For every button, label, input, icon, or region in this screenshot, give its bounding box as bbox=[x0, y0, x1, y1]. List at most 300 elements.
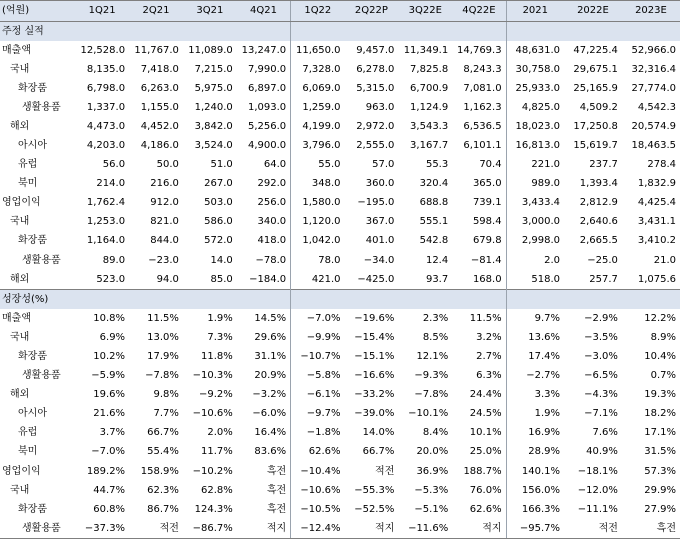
table-cell: 30,758.0 bbox=[506, 60, 564, 79]
table-cell: 6.3% bbox=[476, 370, 502, 382]
table-cell: −184.0 bbox=[249, 273, 287, 285]
table-cell: 56.0 bbox=[102, 159, 126, 171]
table-cell: 28.9% bbox=[506, 443, 564, 462]
table-cell: 1,240.0 bbox=[194, 101, 233, 113]
table-cell: 60.8% bbox=[93, 503, 126, 515]
table-cell: 4,825.0 bbox=[506, 98, 564, 117]
table-cell: −10.5% bbox=[291, 500, 345, 519]
row-label: 화장품 bbox=[18, 503, 47, 515]
row-label: 북미 bbox=[18, 446, 38, 458]
column-header: 2022E bbox=[564, 1, 622, 22]
table-cell: 365.0 bbox=[472, 178, 502, 190]
table-cell: 216.0 bbox=[150, 178, 179, 190]
table-cell: 518.0 bbox=[506, 270, 564, 290]
table-cell: 13,247.0 bbox=[241, 44, 287, 56]
table-cell: 62.8% bbox=[201, 484, 233, 496]
section-filler-cell bbox=[345, 290, 399, 310]
table-cell: 40.9% bbox=[586, 446, 618, 458]
table-row bbox=[0, 443, 680, 462]
table-cell: 44.7% bbox=[93, 484, 126, 496]
table-cell: 16.4% bbox=[254, 427, 287, 439]
table-cell: 13.0% bbox=[147, 331, 179, 343]
row-label: 유럽 bbox=[18, 427, 38, 439]
table-cell: 47,225.4 bbox=[573, 44, 618, 56]
section-filler-cell bbox=[398, 22, 452, 42]
table-header-row bbox=[0, 1, 680, 22]
table-cell: 1,253.0 bbox=[86, 216, 126, 228]
table-cell: 14.0% bbox=[362, 427, 395, 439]
table-cell: 586.0 bbox=[204, 216, 233, 228]
table-cell: 418.0 bbox=[257, 235, 287, 247]
table-cell: 12,528.0 bbox=[80, 44, 126, 56]
table-cell: −3.0% bbox=[584, 350, 618, 362]
section-filler-cell bbox=[237, 290, 291, 310]
column-header: 2021 bbox=[506, 1, 564, 22]
table-cell: 11,650.0 bbox=[291, 41, 345, 60]
table-cell: 14.5% bbox=[254, 312, 287, 324]
table-row bbox=[0, 347, 680, 366]
table-cell: −33.2% bbox=[354, 389, 395, 401]
table-cell: 18,023.0 bbox=[506, 117, 564, 136]
table-cell: 20.9% bbox=[254, 370, 287, 382]
table-cell: 3.3% bbox=[506, 386, 564, 405]
column-header: 2Q21 bbox=[129, 1, 183, 22]
table-cell: 679.8 bbox=[472, 235, 502, 247]
table-cell: −10.7% bbox=[291, 347, 345, 366]
table-cell: −15.1% bbox=[354, 350, 395, 362]
table-cell: 36.9% bbox=[416, 465, 449, 477]
table-row bbox=[0, 519, 680, 539]
table-cell: 6,069.0 bbox=[291, 79, 345, 98]
table-cell: 166.3% bbox=[506, 500, 564, 519]
table-cell: 4,199.0 bbox=[291, 117, 345, 136]
table-cell: 18,463.5 bbox=[631, 140, 676, 152]
table-cell: 19.6% bbox=[93, 389, 126, 401]
table-cell: −6.5% bbox=[584, 370, 618, 382]
table-cell: 89.0 bbox=[102, 254, 126, 266]
table-cell: 168.0 bbox=[472, 273, 502, 285]
section-filler-cell bbox=[564, 290, 622, 310]
table-cell: 13.6% bbox=[506, 328, 564, 347]
row-label: 화장품 bbox=[18, 350, 47, 362]
table-cell: 4,900.0 bbox=[247, 140, 287, 152]
table-cell: 124.3% bbox=[194, 503, 233, 515]
table-cell: 542.8 bbox=[419, 235, 449, 247]
unit-label: (억원) bbox=[0, 1, 75, 22]
row-label: 국내 bbox=[10, 216, 30, 228]
table-cell: 3,433.4 bbox=[506, 194, 564, 213]
table-cell: 7.7% bbox=[153, 408, 179, 420]
table-cell: 4,509.2 bbox=[579, 101, 618, 113]
table-cell: 9,457.0 bbox=[356, 44, 395, 56]
table-cell: 11,089.0 bbox=[188, 44, 233, 56]
table-cell: 24.4% bbox=[469, 389, 502, 401]
table-cell: −9.2% bbox=[198, 389, 233, 401]
column-header: 4Q22E bbox=[452, 1, 506, 22]
table-row bbox=[0, 328, 680, 347]
table-cell: 4,203.0 bbox=[86, 140, 126, 152]
table-row bbox=[0, 213, 680, 232]
table-cell: 5,315.0 bbox=[356, 82, 395, 94]
table-cell: 85.0 bbox=[210, 273, 233, 285]
table-cell: 6.9% bbox=[99, 331, 126, 343]
table-cell: −2.7% bbox=[506, 367, 564, 386]
table-cell: 278.4 bbox=[647, 159, 676, 171]
table-cell: −195.0 bbox=[357, 197, 395, 209]
table-cell: 7,990.0 bbox=[247, 63, 287, 75]
table-cell: 52,966.0 bbox=[631, 44, 676, 56]
table-cell: 적전 bbox=[375, 465, 395, 477]
table-cell: −1.8% bbox=[291, 424, 345, 443]
table-cell: 4,186.0 bbox=[140, 140, 179, 152]
table-cell: 9.8% bbox=[153, 389, 179, 401]
row-label: 화장품 bbox=[18, 235, 47, 247]
table-cell: 0.7% bbox=[650, 370, 676, 382]
table-row bbox=[0, 462, 680, 481]
table-cell: −10.6% bbox=[192, 408, 233, 420]
table-cell: 598.4 bbox=[472, 216, 502, 228]
row-label: 영업이익 bbox=[2, 465, 41, 477]
table-cell: −5.3% bbox=[414, 484, 449, 496]
column-header: 2023E bbox=[622, 1, 680, 22]
section-filler-cell bbox=[398, 290, 452, 310]
table-cell: 55.0 bbox=[291, 156, 345, 175]
table-cell: −4.3% bbox=[584, 389, 618, 401]
table-cell: 2,555.0 bbox=[356, 140, 395, 152]
table-cell: −5.9% bbox=[91, 370, 126, 382]
table-cell: 2,665.5 bbox=[579, 235, 618, 247]
table-cell: 27,774.0 bbox=[631, 82, 676, 94]
table-cell: 78.0 bbox=[291, 251, 345, 270]
table-cell: 24.5% bbox=[469, 408, 502, 420]
table-cell: 3,000.0 bbox=[506, 213, 564, 232]
table-cell: 57.0 bbox=[372, 159, 395, 171]
section-filler-cell bbox=[506, 290, 564, 310]
row-label: 생활용품 bbox=[22, 254, 61, 266]
column-header: 2Q22P bbox=[345, 1, 399, 22]
table-cell: 11.5% bbox=[147, 312, 179, 324]
table-cell: 적지 bbox=[345, 519, 399, 539]
table-cell: 6,278.0 bbox=[356, 63, 395, 75]
table-cell: 1.9% bbox=[207, 312, 233, 324]
table-cell: 16,813.0 bbox=[506, 136, 564, 155]
section-filler-cell bbox=[345, 22, 399, 42]
table-cell: 25.0% bbox=[469, 446, 502, 458]
table-cell: 3.2% bbox=[476, 331, 502, 343]
row-label: 매출액 bbox=[2, 44, 31, 56]
table-cell: 11.8% bbox=[201, 350, 233, 362]
table-cell: 12.1% bbox=[416, 350, 449, 362]
section-header-row bbox=[0, 290, 680, 310]
table-cell: −19.6% bbox=[354, 312, 395, 324]
table-row bbox=[0, 175, 680, 194]
table-cell: 844.0 bbox=[150, 235, 179, 247]
table-cell: 흑전 bbox=[266, 484, 287, 496]
table-cell: 1,120.0 bbox=[291, 213, 345, 232]
table-cell: 360.0 bbox=[365, 178, 395, 190]
section-filler-cell bbox=[237, 22, 291, 42]
table-cell: −10.3% bbox=[192, 370, 233, 382]
table-cell: −34.0 bbox=[363, 254, 395, 266]
table-cell: 25,165.9 bbox=[573, 82, 618, 94]
table-cell: 421.0 bbox=[291, 270, 345, 290]
table-cell: 221.0 bbox=[506, 156, 564, 175]
table-cell: 1,093.0 bbox=[247, 101, 287, 113]
table-cell: 4,452.0 bbox=[140, 120, 179, 132]
table-cell: 1,580.0 bbox=[291, 194, 345, 213]
table-cell: 12.4 bbox=[425, 254, 449, 266]
table-cell: 1,164.0 bbox=[86, 235, 126, 247]
table-cell: −6.1% bbox=[291, 386, 345, 405]
table-cell: −25.0 bbox=[587, 254, 618, 266]
table-cell: 2.0 bbox=[506, 251, 564, 270]
table-row bbox=[0, 367, 680, 386]
table-cell: 83.6% bbox=[254, 446, 287, 458]
table-cell: 12.2% bbox=[644, 312, 676, 324]
table-row bbox=[0, 98, 680, 117]
table-cell: 적전 bbox=[129, 519, 183, 539]
table-cell: −10.2% bbox=[192, 465, 233, 477]
table-cell: 963.0 bbox=[365, 101, 395, 113]
section-title: 성장성(%) bbox=[0, 290, 75, 310]
table-cell: 적지 bbox=[237, 519, 291, 539]
table-cell: 17.9% bbox=[147, 350, 179, 362]
table-cell: 1.9% bbox=[506, 405, 564, 424]
table-cell: 8,135.0 bbox=[86, 63, 126, 75]
table-cell: 7.6% bbox=[592, 427, 618, 439]
table-cell: −5.8% bbox=[291, 367, 345, 386]
table-cell: 11,767.0 bbox=[134, 44, 179, 56]
table-cell: −9.3% bbox=[414, 370, 449, 382]
table-cell: 2,972.0 bbox=[356, 120, 395, 132]
table-cell: −10.6% bbox=[291, 481, 345, 500]
section-filler-cell bbox=[506, 22, 564, 42]
table-cell: 2.0% bbox=[207, 427, 233, 439]
table-row bbox=[0, 156, 680, 175]
table-cell: 2,998.0 bbox=[506, 232, 564, 251]
table-cell: 32,316.4 bbox=[631, 63, 676, 75]
section-filler-cell bbox=[183, 290, 237, 310]
table-row bbox=[0, 424, 680, 443]
table-cell: 912.0 bbox=[150, 197, 179, 209]
table-cell: 4,473.0 bbox=[86, 120, 126, 132]
table-cell: 821.0 bbox=[150, 216, 179, 228]
table-cell: 2.3% bbox=[422, 312, 449, 324]
table-cell: 1,042.0 bbox=[291, 232, 345, 251]
row-label: 국내 bbox=[10, 331, 30, 343]
table-row bbox=[0, 232, 680, 251]
table-cell: 401.0 bbox=[365, 235, 395, 247]
table-cell: 55.3 bbox=[425, 159, 449, 171]
table-cell: 64.0 bbox=[263, 159, 287, 171]
row-label: 해외 bbox=[10, 389, 30, 401]
table-row bbox=[0, 481, 680, 500]
table-cell: 688.8 bbox=[419, 197, 449, 209]
table-row bbox=[0, 270, 680, 290]
table-cell: −3.5% bbox=[584, 331, 618, 343]
table-cell: 2,640.6 bbox=[579, 216, 618, 228]
table-cell: 15,619.7 bbox=[573, 140, 618, 152]
table-cell: 9.7% bbox=[506, 309, 564, 328]
table-cell: −10.1% bbox=[408, 408, 449, 420]
table-cell: −2.9% bbox=[584, 312, 618, 324]
table-cell: 흑전 bbox=[622, 519, 680, 539]
table-cell: 25,933.0 bbox=[506, 79, 564, 98]
table-cell: −10.4% bbox=[291, 462, 345, 481]
table-cell: 10.8% bbox=[93, 312, 126, 324]
table-cell: 1,762.4 bbox=[86, 197, 126, 209]
table-cell: 6,263.0 bbox=[140, 82, 179, 94]
table-cell: 62.6% bbox=[291, 443, 345, 462]
section-title: 주정 실적 bbox=[0, 22, 75, 42]
table-cell: 8.5% bbox=[422, 331, 449, 343]
table-cell: 5,975.0 bbox=[194, 82, 233, 94]
table-cell: 292.0 bbox=[257, 178, 287, 190]
table-cell: 17.1% bbox=[644, 427, 676, 439]
section-filler-cell bbox=[129, 290, 183, 310]
table-cell: 11.7% bbox=[201, 446, 233, 458]
table-cell: 6,101.1 bbox=[463, 140, 502, 152]
table-row bbox=[0, 309, 680, 328]
table-cell: 29.9% bbox=[644, 484, 676, 496]
table-cell: 10.4% bbox=[644, 350, 676, 362]
table-cell: 503.0 bbox=[204, 197, 233, 209]
table-cell: 3,410.2 bbox=[637, 235, 676, 247]
table-cell: 1,832.9 bbox=[637, 178, 676, 190]
table-cell: 3,842.0 bbox=[194, 120, 233, 132]
table-row bbox=[0, 386, 680, 405]
table-row bbox=[0, 500, 680, 519]
table-cell: 14.0 bbox=[210, 254, 233, 266]
row-label: 영업이익 bbox=[2, 197, 41, 209]
table-cell: 1,075.6 bbox=[637, 273, 676, 285]
table-cell: 11.5% bbox=[469, 312, 502, 324]
table-cell: −55.3% bbox=[354, 484, 395, 496]
table-cell: 50.0 bbox=[156, 159, 179, 171]
table-cell: 86.7% bbox=[147, 503, 179, 515]
table-cell: 256.0 bbox=[257, 197, 287, 209]
table-cell: −9.7% bbox=[291, 405, 345, 424]
table-cell: 3,431.1 bbox=[637, 216, 676, 228]
table-cell: 70.4 bbox=[479, 159, 502, 171]
row-label: 매출액 bbox=[2, 312, 31, 324]
table-cell: −12.0% bbox=[577, 484, 618, 496]
table-cell: 흑전 bbox=[266, 465, 287, 477]
table-cell: 14,769.3 bbox=[457, 44, 502, 56]
table-cell: 7,215.0 bbox=[194, 63, 233, 75]
table-cell: −9.9% bbox=[291, 328, 345, 347]
table-cell: 158.9% bbox=[140, 465, 179, 477]
section-filler-cell bbox=[564, 22, 622, 42]
table-cell: 6,700.9 bbox=[410, 82, 449, 94]
section-header-row bbox=[0, 22, 680, 42]
table-cell: 7,825.8 bbox=[410, 63, 449, 75]
table-cell: −37.3% bbox=[75, 519, 129, 539]
table-cell: −3.2% bbox=[252, 389, 287, 401]
table-cell: 20.0% bbox=[416, 446, 449, 458]
table-cell: −6.0% bbox=[252, 408, 287, 420]
column-header: 4Q21 bbox=[237, 1, 291, 22]
table-cell: −12.4% bbox=[291, 519, 345, 539]
section-filler-cell bbox=[75, 22, 129, 42]
table-cell: 62.3% bbox=[147, 484, 179, 496]
table-cell: 8,243.3 bbox=[463, 63, 502, 75]
table-cell: 51.0 bbox=[210, 159, 233, 171]
table-cell: 140.1% bbox=[506, 462, 564, 481]
table-cell: 3,524.0 bbox=[194, 140, 233, 152]
table-cell: 340.0 bbox=[257, 216, 287, 228]
table-cell: −7.0% bbox=[91, 446, 126, 458]
table-cell: 7,328.0 bbox=[291, 60, 345, 79]
table-cell: 348.0 bbox=[291, 175, 345, 194]
table-cell: 1,162.3 bbox=[463, 101, 502, 113]
table-row bbox=[0, 79, 680, 98]
table-cell: 5,256.0 bbox=[247, 120, 287, 132]
table-cell: 188.7% bbox=[463, 465, 502, 477]
table-cell: 19.3% bbox=[644, 389, 676, 401]
table-cell: 62.6% bbox=[469, 503, 502, 515]
row-label: 생활용품 bbox=[22, 370, 61, 382]
table-cell: 572.0 bbox=[204, 235, 233, 247]
section-filler-cell bbox=[291, 290, 345, 310]
table-cell: 267.0 bbox=[204, 178, 233, 190]
section-filler-cell bbox=[183, 22, 237, 42]
table-cell: 27.9% bbox=[644, 503, 676, 515]
table-row bbox=[0, 41, 680, 60]
table-cell: 1,259.0 bbox=[291, 98, 345, 117]
table-cell: −15.4% bbox=[354, 331, 395, 343]
table-row bbox=[0, 405, 680, 424]
table-cell: 66.7% bbox=[147, 427, 179, 439]
row-label: 생활용품 bbox=[22, 101, 61, 113]
table-cell: 20,574.9 bbox=[631, 120, 676, 132]
table-cell: 189.2% bbox=[86, 465, 126, 477]
table-cell: 10.2% bbox=[93, 350, 126, 362]
table-row bbox=[0, 194, 680, 213]
table-cell: 8.9% bbox=[650, 331, 676, 343]
row-label: 해외 bbox=[10, 120, 30, 132]
table-cell: −11.6% bbox=[398, 519, 452, 539]
table-cell: 17,250.8 bbox=[573, 120, 618, 132]
table-cell: 55.4% bbox=[147, 446, 179, 458]
table-cell: 1,337.0 bbox=[86, 101, 126, 113]
table-cell: −7.8% bbox=[414, 389, 449, 401]
table-row bbox=[0, 136, 680, 155]
section-filler-cell bbox=[291, 22, 345, 42]
table-cell: 3,543.3 bbox=[410, 120, 449, 132]
table-cell: −11.1% bbox=[577, 503, 618, 515]
row-label: 아시아 bbox=[18, 408, 47, 420]
table-cell: 흑전 bbox=[266, 503, 287, 515]
table-row bbox=[0, 60, 680, 79]
table-cell: 2,812.9 bbox=[579, 197, 618, 209]
table-cell: −5.1% bbox=[414, 503, 449, 515]
section-filler-cell bbox=[622, 290, 680, 310]
table-cell: −86.7% bbox=[183, 519, 237, 539]
column-header: 3Q22E bbox=[398, 1, 452, 22]
table-cell: −7.1% bbox=[584, 408, 618, 420]
row-label: 해외 bbox=[10, 273, 30, 285]
table-cell: 4,542.3 bbox=[637, 101, 676, 113]
table-cell: 29.6% bbox=[254, 331, 287, 343]
table-cell: 6,536.5 bbox=[463, 120, 502, 132]
table-cell: 7.3% bbox=[207, 331, 233, 343]
table-cell: 989.0 bbox=[506, 175, 564, 194]
table-cell: 29,675.1 bbox=[573, 63, 618, 75]
table-cell: 1,124.9 bbox=[410, 101, 449, 113]
table-cell: 18.2% bbox=[644, 408, 676, 420]
table-cell: 6,798.0 bbox=[86, 82, 126, 94]
